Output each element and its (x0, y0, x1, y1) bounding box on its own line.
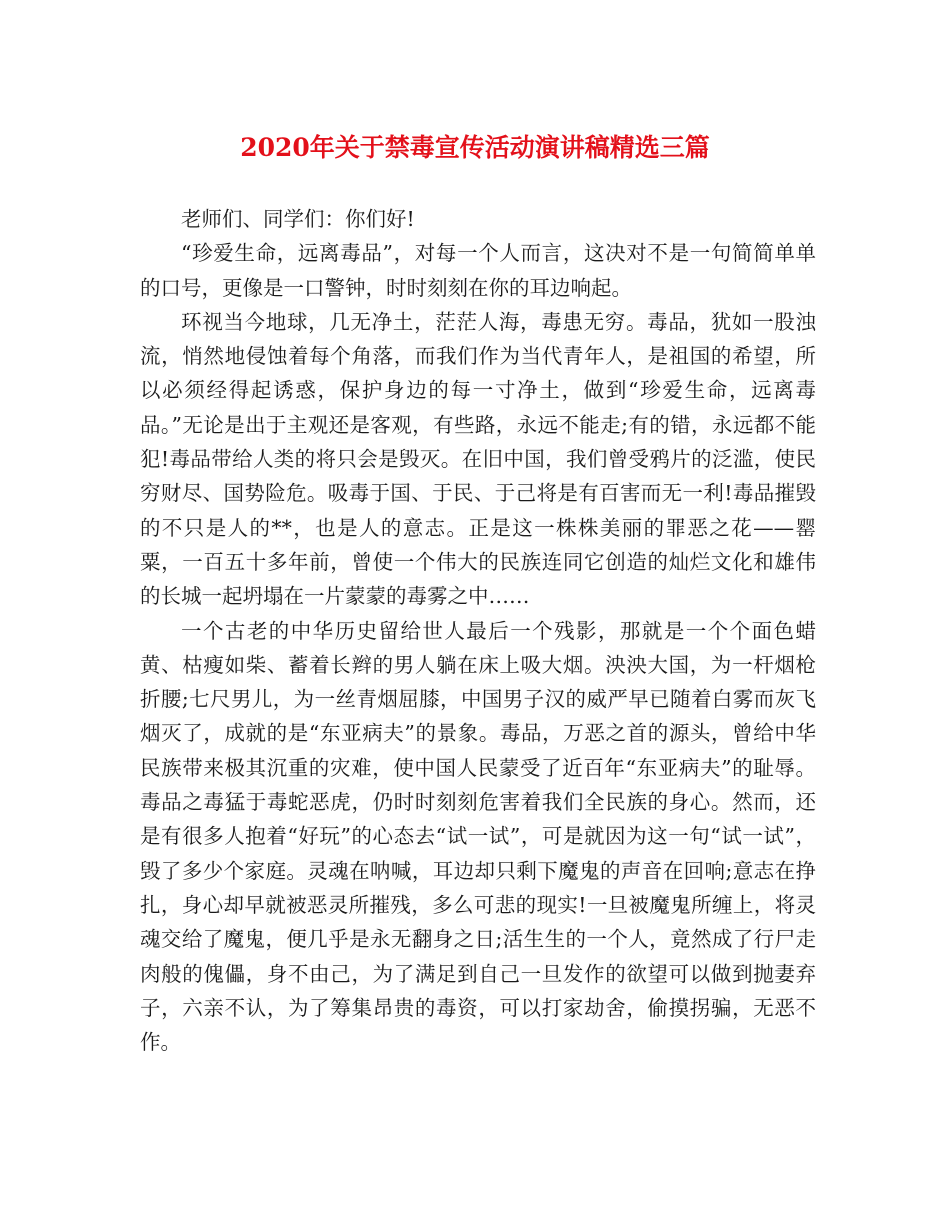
body-paragraph: “珍爱生命，远离毒品”，对每一个人而言，这决对不是一句简简单单的口号，更像是一口警钟，时时刻刻在你的耳边响起。 (140, 241, 816, 300)
document-title: 2020年关于禁毒宣传活动演讲稿精选三篇 (240, 133, 710, 162)
body-paragraph: 一个古老的中华历史留给世人最后一个残影，那就是一个个面色蜡黄、枯瘦如柴、蓄着长辫的男人躺在床上吸大烟。泱泱大国，为一杆烟枪折腰;七尺男儿，为一丝青烟屈膝，中国男子汉的威严早已随着白雾而灰飞烟灭了，成就的是“东亚病夫”的景象。毒品，万恶之首的源头，曾给中华民族带来极其沉重的灾难，使中国人民蒙受了近百年“东亚病夫”的耻辱。毒品之毒猛于毒蛇恶虎，仍时时刻刻危害着我们全民族的身心。然而，还是有很多人抱着“好玩”的心态去“试一试”，可是就因为这一句“试一试”，毁了多少个家庭。灵魂在呐喊，耳边却只剩下魔鬼的声音在回响;意志在挣扎，身心却早就被恶灵所摧残，多么可悲的现实!一旦被魔鬼所缠上，将灵魂交给了魔鬼，便几乎是永无翻身之日;活生生的一个人，竟然成了行尸走肉般的傀儡，身不由己，为了满足到自己一旦发作的欲望可以做到抛妻弃子，六亲不认，为了筹集昂贵的毒资，可以打家劫舍，偷摸拐骗，无恶不作。 (140, 618, 816, 1055)
greeting-paragraph: 老师们、同学们：你们好! (181, 207, 415, 231)
body-paragraph: 环视当今地球，几无净土，茫茫人海，毒患无穷。毒品，犹如一股浊流，悄然地侵蚀着每个角落，而我们作为当代青年人，是祖国的希望，所以必须经得起诱惑，保护身边的每一寸净土，做到“珍爱生命，远离毒品。”无论是出于主观还是客观，有些路，永远不能走;有的错，永远都不能犯!毒品带给人类的将只会是毁灭。在旧中国，我们曾受鸦片的泛滥，使民穷财尽、国势险危。吸毒于国、于民、于己将是有百害而无一利!毒品摧毁的不只是人的**，也是人的意志。正是这一株株美丽的罪恶之花——罂粟，一百五十多年前，曾使一个伟大的民族连同它创造的灿烂文化和雄伟的长城一起坍塌在一片蒙蒙的毒雾之中…… (140, 309, 816, 609)
document-body (140, 202, 816, 1059)
